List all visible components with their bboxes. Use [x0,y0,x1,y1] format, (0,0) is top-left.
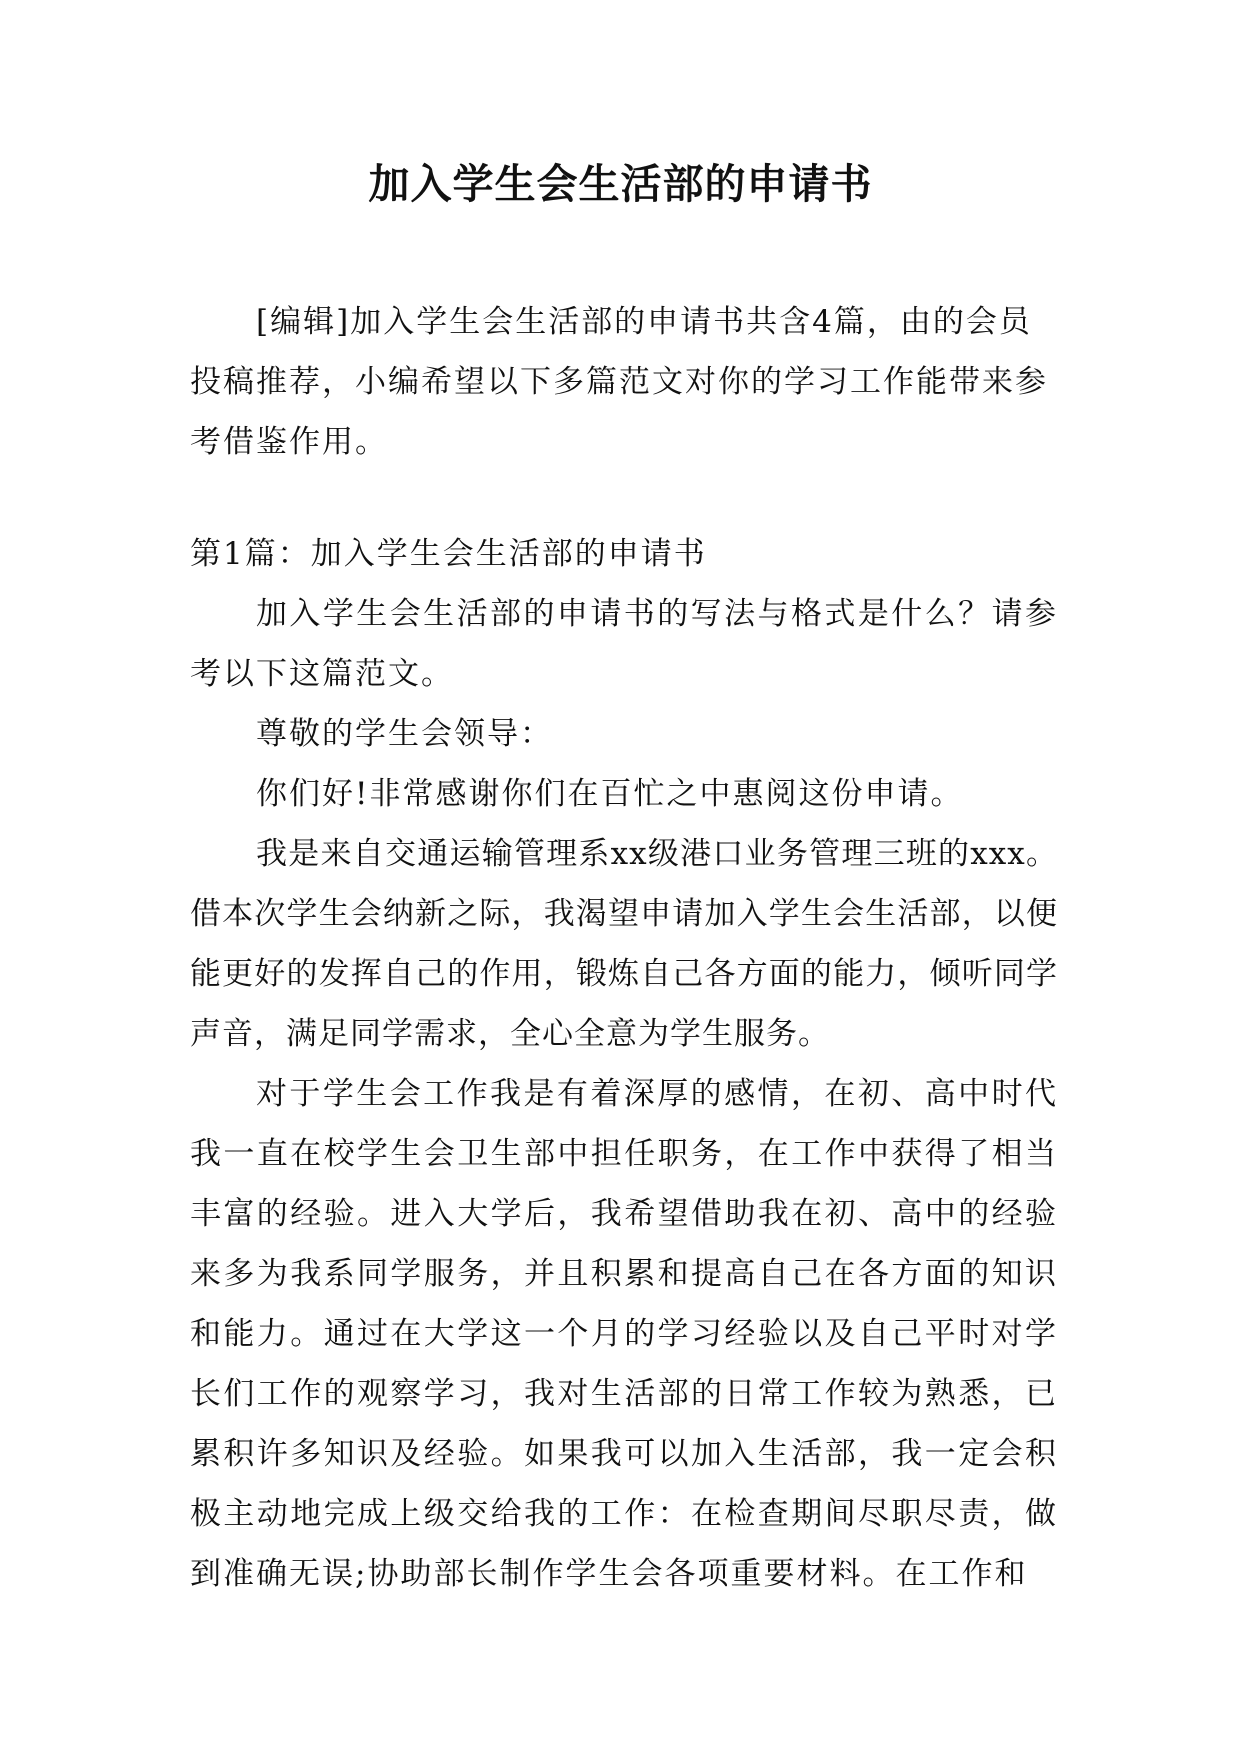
paragraph-introduction: 我是来自交通运输管理系xx级港口业务管理三班的xxx。借本次学生会纳新之际，我渴望申请加入学生会生活部，以便能更好的发挥自己的作用，锻炼自己各方面的能力，倾听同学声音，满足同学需求，全心全意为学生服务。 [190,836,1058,1052]
paragraph-experience: 对于学生会工作我是有着深厚的感情，在初、高中时代我一直在校学生会卫生部中担任职务，在工作中获得了相当丰富的经验。进入大学后，我希望借助我在初、高中的经验来多为我系同学服务，并且积累和提高自己在各方面的知识和能力。通过在大学这一个月的学习经验以及自己平时对学长们工作的观察学习，我对生活部的日常工作较为熟悉，已累积许多知识及经验。如果我可以加入生活部，我一定会积极主动地完成上级交给我的工作：在检查期间尽职尽责，做到准确无误;协助部长制作学生会各项重要材料。在工作和 [190,1076,1058,1592]
paragraph-question: 加入学生会生活部的申请书的写法与格式是什么？请参考以下这篇范文。 [190,596,1058,692]
document-title: 加入学生会生活部的申请书 [368,160,873,208]
paragraph-salutation: 尊敬的学生会领导： [256,716,553,752]
paragraph-greeting: 你们好!非常感谢你们在百忙之中惠阅这份申请。 [256,776,964,812]
article-heading: 第1篇：加入学生会生活部的申请书 [190,536,707,572]
intro-paragraph: [编辑]加入学生会生活部的申请书共含4篇，由的会员投稿推荐，小编希望以下多篇范文对你的学习工作能带来参考借鉴作用。 [190,304,1048,460]
article-body [190,584,1058,1604]
